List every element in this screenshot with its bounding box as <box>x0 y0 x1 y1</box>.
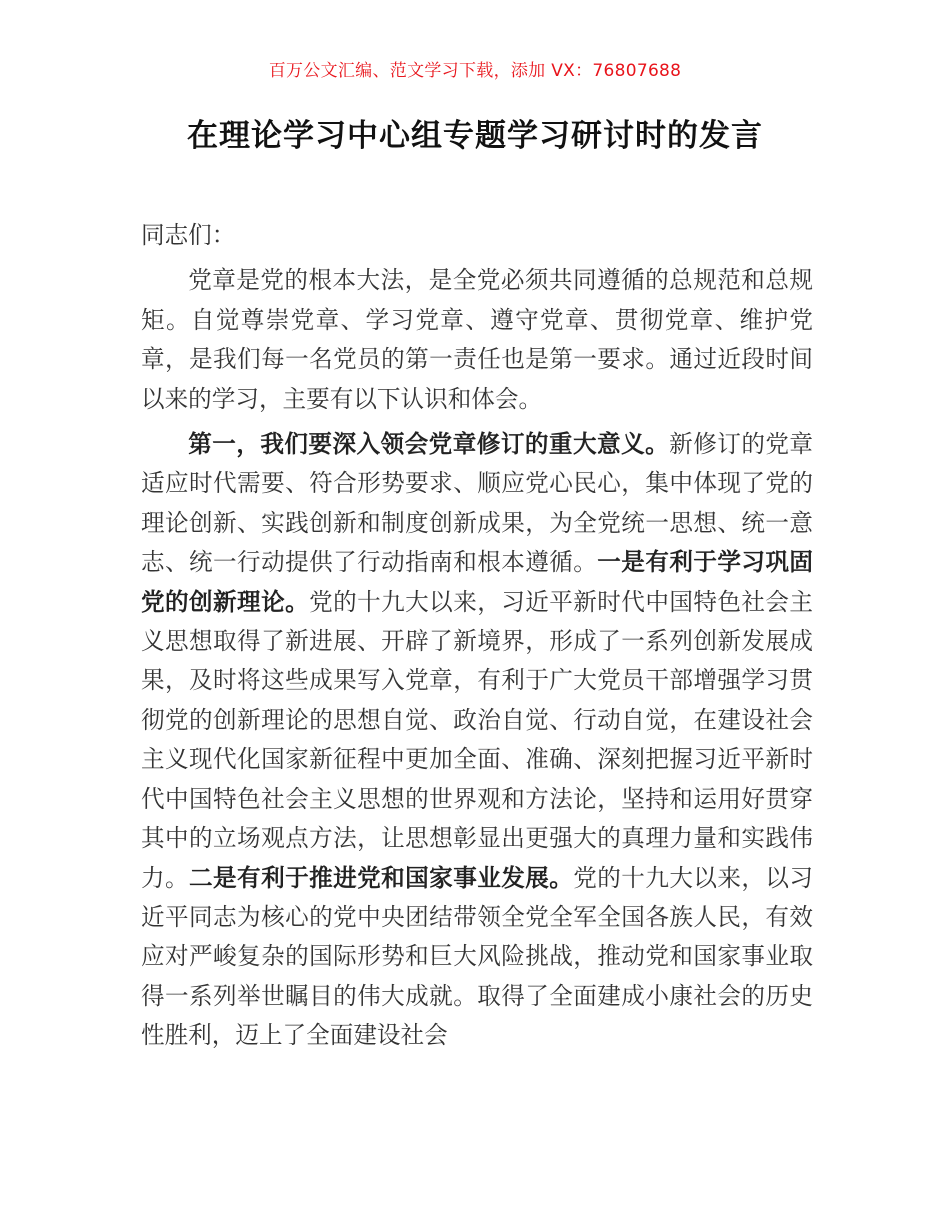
paragraph-heading: 第一，我们要深入领会党章修订的重大意义。 <box>188 430 670 459</box>
paragraph-first-point <box>141 425 813 1056</box>
sub-point-heading-1: 一是有利于学习巩固党的创新理论。 <box>141 548 814 616</box>
document-body <box>141 216 813 1062</box>
paragraph-text: 党的十九大以来，习近平新时代中国特色社会主义思想取得了新进展、开辟了新境界，形成了一系列创新发展成果，及时将这些成果写入党章，有利于广大党员干部增强学习贯彻党的创新理论的思想自觉、政治自觉、行动自觉，在建设社会主义现代化国家新征程中更加全面、准确、深刻把握习近平新时代中国特色社会主义思想的世界观和方法论，坚持和运用好贯穿其中的立场观点方法，让思想彰显出更强大的真理力量和实践伟力。 <box>141 587 814 892</box>
paragraph-text: 党的十九大以来，以习近平同志为核心的党中央团结带领全党全军全国各族人民，有效应对严峻复杂的国际形势和巨大风险挑战，推动党和国家事业取得一系列举世瞩目的伟大成就。取得了全面建成小康社会的历史性胜利，迈上了全面建设社会 <box>141 863 814 1050</box>
document-title: 在理论学习中心组专题学习研讨时的发言 <box>187 118 763 154</box>
paragraph-intro: 党章是党的根本大法，是全党必须共同遵循的总规范和总规矩。自觉尊崇党章、学习党章、遵守党章、贯彻党章、维护党章，是我们每一名党员的第一责任也是第一要求。通过近段时间以来的学习，主要有以下认识和体会。 <box>141 266 813 413</box>
salutation: 同志们： <box>141 221 236 249</box>
paragraph-text: 新修订的党章适应时代需要、符合形势要求、顺应党心民心，集中体现了党的理论创新、实践创新和制度创新成果，为全党统一思想、统一意志、统一行动提供了行动指南和根本遵循。 <box>141 430 814 577</box>
sub-point-heading-2: 二是有利于推进党和国家事业发展。 <box>189 863 574 892</box>
watermark-header: 百万公文汇编、范文学习下载，添加 VX：76807688 <box>268 61 682 81</box>
